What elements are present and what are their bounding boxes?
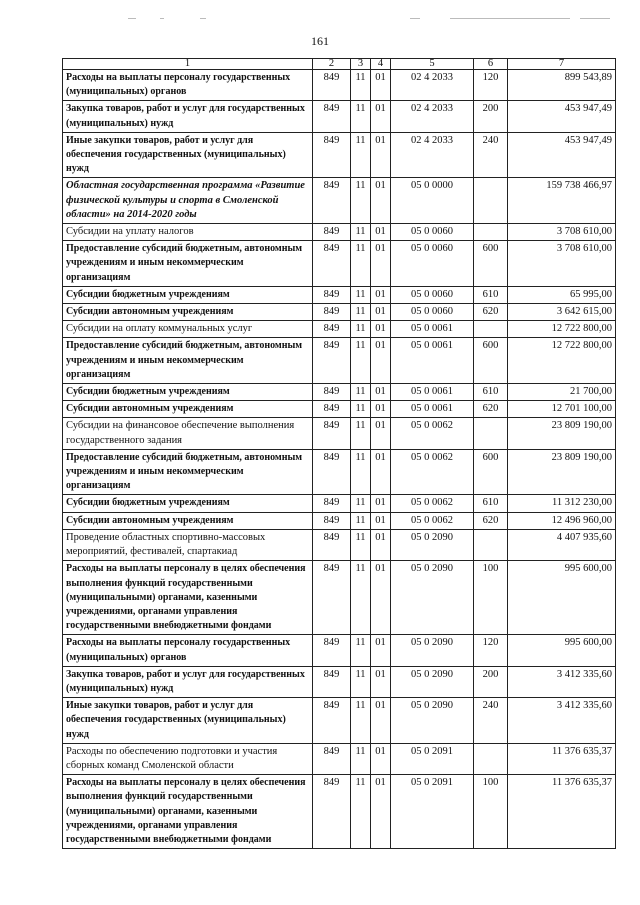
amount-cell: 899 543,89 — [508, 70, 616, 101]
table-row — [63, 698, 616, 744]
target-article-cell: 05 0 2091 — [391, 775, 474, 849]
row-name-cell: Предоставление субсидий бюджетным, автономным учреждениям и иным некоммерческим организациям — [63, 241, 313, 287]
subsection-cell: 01 — [371, 321, 391, 338]
subsection-cell: 01 — [371, 224, 391, 241]
section-cell: 11 — [351, 304, 371, 321]
admin-code-cell: 849 — [313, 384, 351, 401]
admin-code-cell: 849 — [313, 666, 351, 697]
row-name-cell: Иные закупки товаров, работ и услуг для обеспечения государственных (муниципальных) нужд — [63, 698, 313, 744]
section-cell: 11 — [351, 698, 371, 744]
table-row — [63, 304, 616, 321]
section-cell: 11 — [351, 775, 371, 849]
table-row — [63, 338, 616, 384]
admin-code-cell: 849 — [313, 775, 351, 849]
section-cell: 11 — [351, 286, 371, 303]
amount-cell: 12 496 960,00 — [508, 512, 616, 529]
section-cell: 11 — [351, 449, 371, 495]
subsection-cell: 01 — [371, 495, 391, 512]
amount-cell: 4 407 935,60 — [508, 529, 616, 560]
amount-cell: 3 412 335,60 — [508, 666, 616, 697]
table-row — [63, 401, 616, 418]
subsection-cell: 01 — [371, 418, 391, 449]
section-cell: 11 — [351, 561, 371, 635]
target-article-cell: 05 0 2090 — [391, 529, 474, 560]
admin-code-cell: 849 — [313, 101, 351, 132]
amount-cell: 3 412 335,60 — [508, 698, 616, 744]
expense-type-cell: 620 — [474, 304, 508, 321]
expense-type-cell: 100 — [474, 775, 508, 849]
row-name-cell: Субсидии автономным учреждениям — [63, 304, 313, 321]
table-row — [63, 775, 616, 849]
expense-type-cell: 610 — [474, 384, 508, 401]
expense-type-cell: 600 — [474, 241, 508, 287]
target-article-cell: 05 0 0061 — [391, 384, 474, 401]
section-cell: 11 — [351, 132, 371, 178]
expense-type-cell: 200 — [474, 101, 508, 132]
table-row — [63, 178, 616, 224]
section-cell: 11 — [351, 495, 371, 512]
target-article-cell: 05 0 0060 — [391, 241, 474, 287]
admin-code-cell: 849 — [313, 635, 351, 666]
expense-type-cell: 600 — [474, 449, 508, 495]
target-article-cell: 05 0 2090 — [391, 698, 474, 744]
table-row — [63, 495, 616, 512]
amount-cell: 3 642 615,00 — [508, 304, 616, 321]
column-header: 7 — [508, 59, 616, 70]
admin-code-cell: 849 — [313, 178, 351, 224]
table-row — [63, 418, 616, 449]
admin-code-cell: 849 — [313, 512, 351, 529]
target-article-cell: 05 0 0062 — [391, 512, 474, 529]
amount-cell: 12 722 800,00 — [508, 321, 616, 338]
target-article-cell: 02 4 2033 — [391, 132, 474, 178]
subsection-cell: 01 — [371, 775, 391, 849]
amount-cell: 453 947,49 — [508, 132, 616, 178]
subsection-cell: 01 — [371, 529, 391, 560]
expense-type-cell — [474, 178, 508, 224]
admin-code-cell: 849 — [313, 224, 351, 241]
subsection-cell: 01 — [371, 401, 391, 418]
admin-code-cell: 849 — [313, 304, 351, 321]
amount-cell: 11 376 635,37 — [508, 775, 616, 849]
amount-cell: 23 809 190,00 — [508, 449, 616, 495]
subsection-cell: 01 — [371, 384, 391, 401]
admin-code-cell: 849 — [313, 495, 351, 512]
target-article-cell: 05 0 0062 — [391, 449, 474, 495]
amount-cell: 21 700,00 — [508, 384, 616, 401]
target-article-cell: 05 0 0060 — [391, 224, 474, 241]
row-name-cell: Субсидии на оплату коммунальных услуг — [63, 321, 313, 338]
target-article-cell: 02 4 2033 — [391, 70, 474, 101]
column-header: 2 — [313, 59, 351, 70]
table-row — [63, 384, 616, 401]
table-row — [63, 666, 616, 697]
column-header: 3 — [351, 59, 371, 70]
admin-code-cell: 849 — [313, 321, 351, 338]
subsection-cell: 01 — [371, 561, 391, 635]
subsection-cell: 01 — [371, 698, 391, 744]
admin-code-cell: 849 — [313, 743, 351, 774]
scan-artifacts — [0, 18, 640, 24]
table-header — [63, 59, 616, 70]
row-name-cell: Закупка товаров, работ и услуг для государственных (муниципальных) нужд — [63, 666, 313, 697]
target-article-cell: 05 0 0000 — [391, 178, 474, 224]
target-article-cell: 05 0 2090 — [391, 666, 474, 697]
amount-cell: 12 722 800,00 — [508, 338, 616, 384]
expense-type-cell: 610 — [474, 495, 508, 512]
admin-code-cell: 849 — [313, 286, 351, 303]
expense-type-cell: 240 — [474, 132, 508, 178]
target-article-cell: 05 0 0060 — [391, 286, 474, 303]
amount-cell: 3 708 610,00 — [508, 241, 616, 287]
target-article-cell: 05 0 2090 — [391, 635, 474, 666]
expense-type-cell — [474, 224, 508, 241]
table-row — [63, 529, 616, 560]
table-row — [63, 132, 616, 178]
page-number: 161 — [311, 34, 329, 48]
row-name-cell: Расходы на выплаты персоналу в целях обеспечения выполнения функций государственными (муниципальными) органами, казенными учреждениями, органами управления государственными внебюджетными фондами — [63, 561, 313, 635]
expense-type-cell — [474, 743, 508, 774]
row-name-cell: Субсидии бюджетным учреждениям — [63, 495, 313, 512]
target-article-cell: 05 0 2091 — [391, 743, 474, 774]
section-cell: 11 — [351, 224, 371, 241]
row-name-cell: Проведение областных спортивно-массовых мероприятий, фестивалей, спартакиад — [63, 529, 313, 560]
row-name-cell: Расходы на выплаты персоналу в целях обеспечения выполнения функций государственными (муниципальными) органами, казенными учреждениями, органами управления государственными внебюджетными фондами — [63, 775, 313, 849]
row-name-cell: Расходы на выплаты персоналу государственных (муниципальных) органов — [63, 635, 313, 666]
row-name-cell: Субсидии на уплату налогов — [63, 224, 313, 241]
amount-cell: 11 376 635,37 — [508, 743, 616, 774]
amount-cell: 995 600,00 — [508, 561, 616, 635]
section-cell: 11 — [351, 338, 371, 384]
row-name-cell: Предоставление субсидий бюджетным, автономным учреждениям и иным некоммерческим организациям — [63, 338, 313, 384]
row-name-cell: Субсидии бюджетным учреждениям — [63, 384, 313, 401]
expense-type-cell: 200 — [474, 666, 508, 697]
table-row — [63, 224, 616, 241]
table-row — [63, 101, 616, 132]
admin-code-cell: 849 — [313, 529, 351, 560]
section-cell: 11 — [351, 529, 371, 560]
table-row — [63, 70, 616, 101]
expense-type-cell: 620 — [474, 512, 508, 529]
admin-code-cell: 849 — [313, 698, 351, 744]
table-row — [63, 743, 616, 774]
row-name-cell: Иные закупки товаров, работ и услуг для обеспечения государственных (муниципальных) нужд — [63, 132, 313, 178]
section-cell: 11 — [351, 101, 371, 132]
target-article-cell: 05 0 0061 — [391, 321, 474, 338]
expense-type-cell: 600 — [474, 338, 508, 384]
column-header: 6 — [474, 59, 508, 70]
row-name-cell: Расходы по обеспечению подготовки и участия сборных команд Смоленской области — [63, 743, 313, 774]
section-cell: 11 — [351, 70, 371, 101]
section-cell: 11 — [351, 241, 371, 287]
amount-cell: 12 701 100,00 — [508, 401, 616, 418]
expense-type-cell: 610 — [474, 286, 508, 303]
target-article-cell: 05 0 0060 — [391, 304, 474, 321]
admin-code-cell: 849 — [313, 418, 351, 449]
table-row — [63, 321, 616, 338]
amount-cell: 65 995,00 — [508, 286, 616, 303]
table-row — [63, 241, 616, 287]
expense-type-cell: 100 — [474, 561, 508, 635]
expense-type-cell — [474, 418, 508, 449]
expense-type-cell — [474, 321, 508, 338]
section-cell: 11 — [351, 512, 371, 529]
expense-type-cell: 120 — [474, 635, 508, 666]
section-cell: 11 — [351, 401, 371, 418]
section-cell: 11 — [351, 321, 371, 338]
column-header: 4 — [371, 59, 391, 70]
budget-table — [62, 58, 616, 849]
table-row — [63, 449, 616, 495]
row-name-cell: Субсидии бюджетным учреждениям — [63, 286, 313, 303]
subsection-cell: 01 — [371, 338, 391, 384]
subsection-cell: 01 — [371, 178, 391, 224]
admin-code-cell: 849 — [313, 561, 351, 635]
amount-cell: 23 809 190,00 — [508, 418, 616, 449]
admin-code-cell: 849 — [313, 132, 351, 178]
subsection-cell: 01 — [371, 70, 391, 101]
row-name-cell: Субсидии автономным учреждениям — [63, 512, 313, 529]
subsection-cell: 01 — [371, 132, 391, 178]
table-row — [63, 561, 616, 635]
row-name-cell: Субсидии автономным учреждениям — [63, 401, 313, 418]
subsection-cell: 01 — [371, 666, 391, 697]
table-row — [63, 286, 616, 303]
section-cell: 11 — [351, 635, 371, 666]
section-cell: 11 — [351, 178, 371, 224]
section-cell: 11 — [351, 418, 371, 449]
target-article-cell: 02 4 2033 — [391, 101, 474, 132]
subsection-cell: 01 — [371, 449, 391, 495]
row-name-cell: Предоставление субсидий бюджетным, автономным учреждениям и иным некоммерческим организациям — [63, 449, 313, 495]
target-article-cell: 05 0 2090 — [391, 561, 474, 635]
admin-code-cell: 849 — [313, 401, 351, 418]
expense-type-cell: 120 — [474, 70, 508, 101]
expense-type-cell: 240 — [474, 698, 508, 744]
expense-type-cell: 620 — [474, 401, 508, 418]
admin-code-cell: 849 — [313, 241, 351, 287]
subsection-cell: 01 — [371, 101, 391, 132]
amount-cell: 11 312 230,00 — [508, 495, 616, 512]
row-name-cell: Расходы на выплаты персоналу государственных (муниципальных) органов — [63, 70, 313, 101]
amount-cell: 3 708 610,00 — [508, 224, 616, 241]
subsection-cell: 01 — [371, 304, 391, 321]
subsection-cell: 01 — [371, 635, 391, 666]
subsection-cell: 01 — [371, 241, 391, 287]
table-row — [63, 635, 616, 666]
row-name-cell: Закупка товаров, работ и услуг для государственных (муниципальных) нужд — [63, 101, 313, 132]
row-name-cell: Субсидии на финансовое обеспечение выполнения государственного задания — [63, 418, 313, 449]
table-body — [63, 70, 616, 849]
expense-type-cell — [474, 529, 508, 560]
amount-cell: 453 947,49 — [508, 101, 616, 132]
section-cell: 11 — [351, 384, 371, 401]
section-cell: 11 — [351, 666, 371, 697]
amount-cell: 159 738 466,97 — [508, 178, 616, 224]
subsection-cell: 01 — [371, 512, 391, 529]
target-article-cell: 05 0 0062 — [391, 495, 474, 512]
admin-code-cell: 849 — [313, 338, 351, 384]
target-article-cell: 05 0 0061 — [391, 338, 474, 384]
section-cell: 11 — [351, 743, 371, 774]
table-row — [63, 512, 616, 529]
admin-code-cell: 849 — [313, 449, 351, 495]
subsection-cell: 01 — [371, 286, 391, 303]
column-header: 1 — [63, 59, 313, 70]
amount-cell: 995 600,00 — [508, 635, 616, 666]
target-article-cell: 05 0 0061 — [391, 401, 474, 418]
target-article-cell: 05 0 0062 — [391, 418, 474, 449]
column-header: 5 — [391, 59, 474, 70]
row-name-cell: Областная государственная программа «Развитие физической культуры и спорта в Смоленской области» на 2014-2020 годы — [63, 178, 313, 224]
admin-code-cell: 849 — [313, 70, 351, 101]
subsection-cell: 01 — [371, 743, 391, 774]
